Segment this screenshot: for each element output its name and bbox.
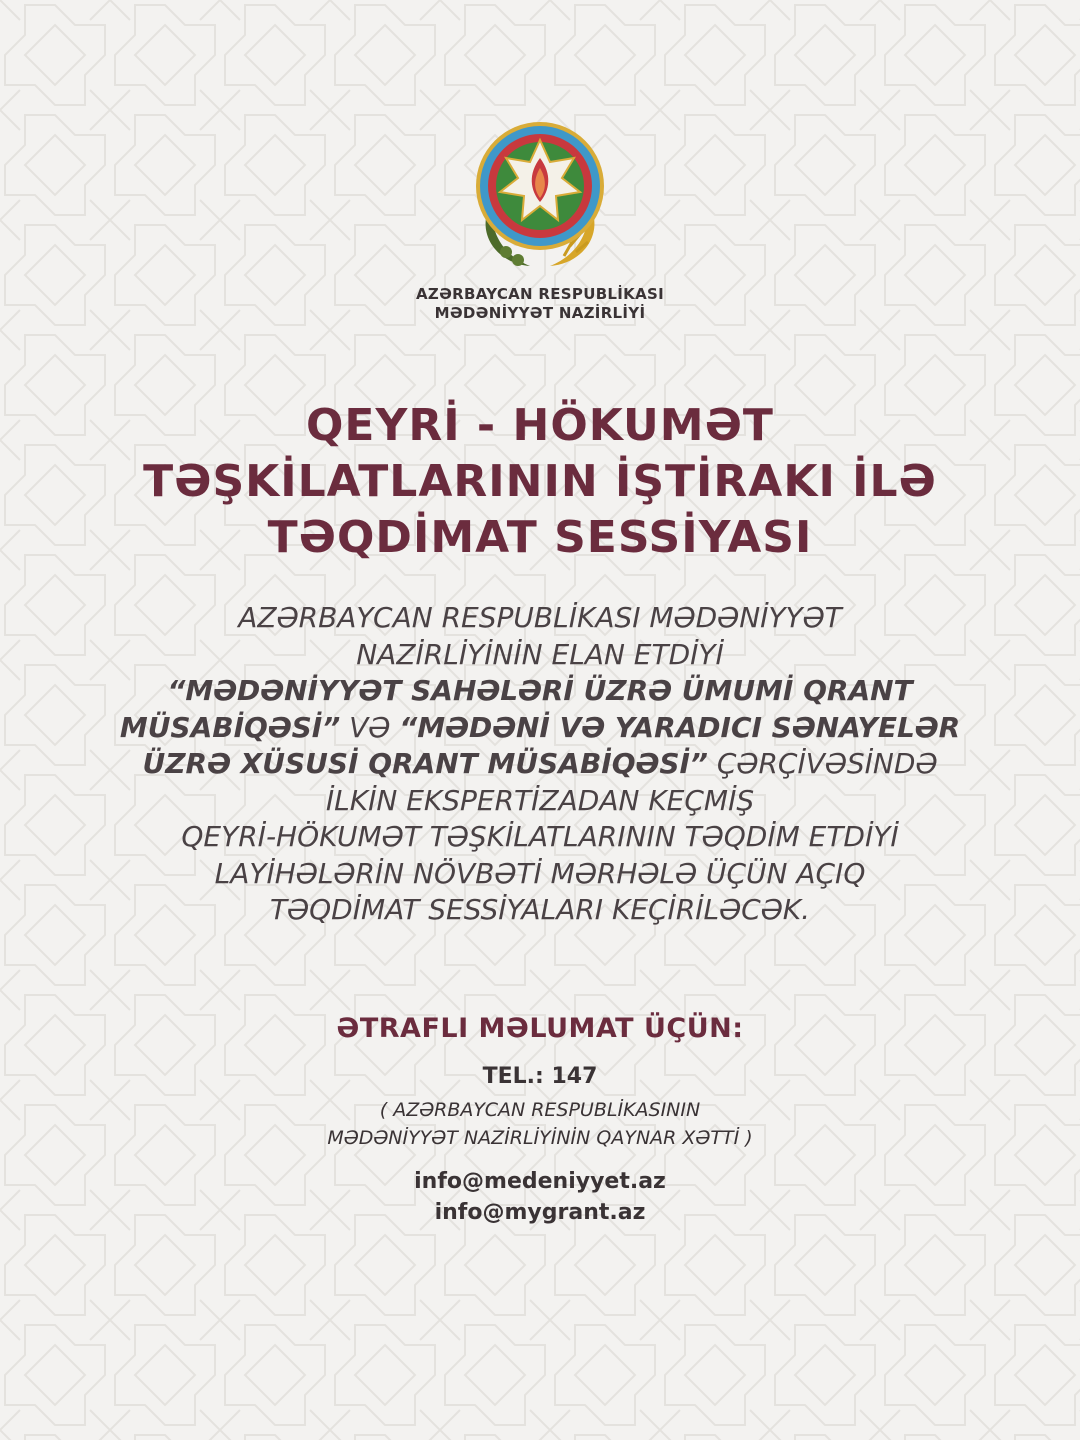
body-line-2: NAZİRLİYİNİN ELAN ETDİYİ <box>356 637 724 671</box>
contact-heading: ƏTRAFLI MƏLUMAT ÜÇÜN: <box>336 1013 744 1044</box>
body-line-6: İLKİN EKSPERTİZADAN KEÇMİŞ <box>325 783 755 817</box>
body-line-8: LAYİHƏLƏRİN NÖVBƏTİ MƏRHƏLƏ ÜÇÜN AÇIQ <box>214 856 866 890</box>
organization-line-1: AZƏRBAYCAN RESPUBLİKASI <box>416 285 664 303</box>
body-line-4-bold-2: “MƏDƏNİ VƏ YARADICI SƏNAYELƏR <box>399 710 961 744</box>
hotline-description <box>0 1096 1080 1152</box>
body-line-9: TƏQDİMAT SESSİYALARI KEÇİRİLƏCƏK. <box>269 893 811 926</box>
contact-phone[interactable]: TEL.: 147 <box>482 1064 598 1089</box>
email-mygrant[interactable]: info@mygrant.az <box>434 1200 646 1225</box>
announcement-body <box>60 600 1020 929</box>
body-line-4-bold: MÜSABİQƏSİ” <box>119 710 341 744</box>
title-line-1: QEYRİ - HÖKUMƏT <box>306 400 774 451</box>
hotline-line-2: MƏDƏNİYYƏT NAZİRLİYİNİN QAYNAR XƏTTİ ) <box>327 1127 753 1149</box>
body-line-4-regular: VƏ <box>340 710 400 744</box>
body-line-1: AZƏRBAYCAN RESPUBLİKASI MƏDƏNİYYƏT <box>238 601 842 634</box>
body-line-3-bold: “MƏDƏNİYYƏT SAHƏLƏRİ ÜZRƏ ÜMUMİ QRANT <box>167 674 913 707</box>
title-line-3: TƏQDİMAT SESSİYASI <box>267 512 813 563</box>
body-line-3 <box>60 673 1020 710</box>
azerbaijan-state-emblem-icon <box>470 118 610 274</box>
body-line-7: QEYRİ-HÖKUMƏT TƏŞKİLATLARININ TƏQDİM ETDİYİ <box>181 820 899 853</box>
body-line-5-regular: ÇƏRÇİVƏSİNDƏ <box>707 747 938 780</box>
title-line-2: TƏŞKİLATLARININ İŞTİRAKI İLƏ <box>143 456 937 507</box>
body-line-4 <box>60 710 1020 747</box>
hotline-line-1: ( AZƏRBAYCAN RESPUBLİKASININ <box>379 1099 701 1121</box>
body-line-5 <box>60 746 1020 783</box>
contact-emails <box>0 1166 1080 1228</box>
body-line-5-bold: ÜZRƏ XÜSUSİ QRANT MÜSABİQƏSİ” <box>142 747 708 780</box>
organization-line-2: MƏDƏNİYYƏT NAZİRLİYİ <box>434 304 646 322</box>
organization-name <box>0 285 1080 323</box>
email-medeniyyet[interactable]: info@medeniyyet.az <box>414 1169 666 1194</box>
page-title <box>0 398 1080 566</box>
